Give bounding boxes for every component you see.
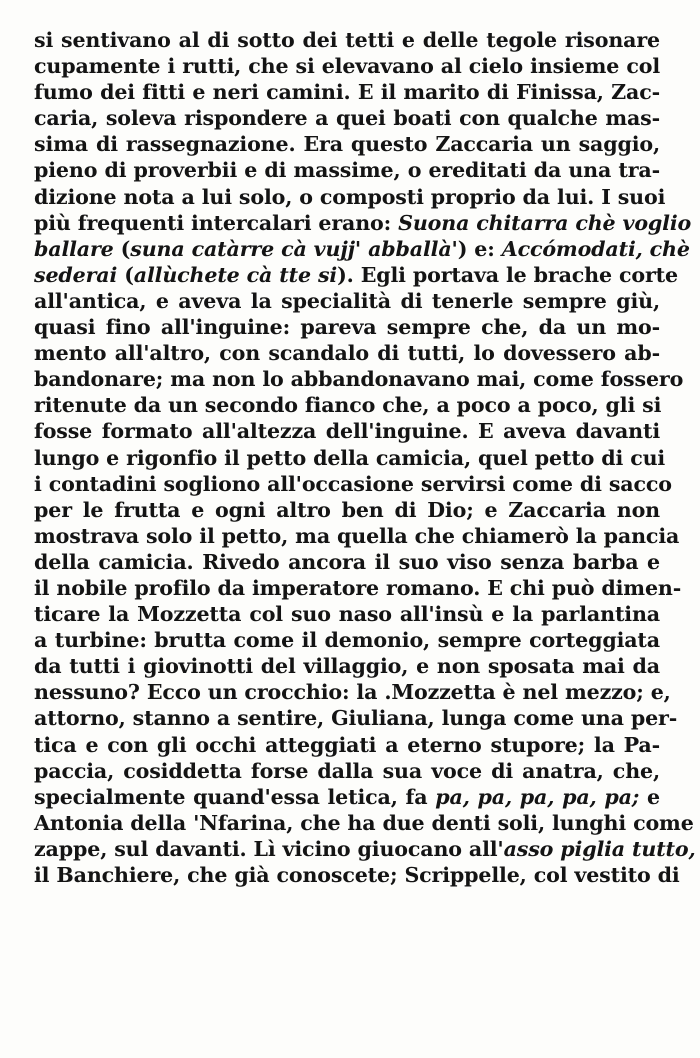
italic-phrase: suna catàrre cà vujj' abballà'	[130, 236, 458, 261]
text-line	[34, 79, 660, 105]
text-line	[34, 784, 660, 810]
text-line	[34, 523, 680, 549]
text-run: nessuno? Ecco un crocchio: la .Mozzetta è nel mezzo; e,	[34, 680, 671, 705]
text-line	[34, 575, 682, 601]
text-run: da tutti i giovinotti del villaggio, e non sposata mai da	[34, 654, 660, 679]
text-run: cupamente i rutti, che si elevavano al cielo insieme col	[34, 54, 660, 79]
text-line	[34, 836, 696, 862]
text-line	[34, 627, 660, 653]
text-line	[34, 210, 692, 236]
text-line	[34, 340, 660, 366]
text-run: Antonia della 'Nfarina, che ha due denti soli, lunghi come	[34, 810, 694, 835]
text-line	[34, 27, 660, 53]
text-line	[34, 862, 680, 888]
italic-phrase: ballare	[34, 236, 114, 261]
text-line	[34, 497, 660, 523]
text-line	[34, 549, 660, 575]
text-run: il nobile profilo da imperatore romano. E chi può dimen-	[34, 575, 682, 600]
text-run: più frequenti intercalari erano:	[34, 210, 399, 235]
text-run: pieno di proverbii e di massime, o ereditati da una tra-	[34, 158, 660, 183]
italic-phrase: sederai	[34, 262, 118, 287]
text-line	[34, 810, 694, 836]
text-run: (	[113, 236, 131, 261]
italic-phrase: pa, pa, pa, pa, pa;	[435, 784, 640, 809]
text-line	[34, 758, 660, 784]
body-text	[34, 27, 696, 888]
text-line	[34, 445, 666, 471]
text-line	[34, 471, 672, 497]
text-line	[34, 157, 660, 183]
text-run: lungo e rigonfio il petto della camicia, quel petto di cui	[34, 445, 666, 470]
text-run: attorno, stanno a sentire, Giuliana, lunga come una per-	[34, 706, 678, 731]
text-run: (	[117, 262, 134, 287]
text-line	[34, 705, 678, 731]
text-line	[34, 314, 660, 340]
text-run: si sentivano al di sotto dei tetti e delle tegole risonare	[34, 28, 660, 52]
text-run: mento all'altro, con scandalo di tutti, lo dovessero ab-	[34, 341, 660, 366]
text-line	[34, 418, 660, 444]
text-run: i contadini sogliono all'occasione servirsi come di sacco	[34, 471, 672, 496]
text-run: a turbine: brutta come il demonio, sempre corteggiata	[34, 628, 660, 653]
text-line	[34, 366, 684, 392]
text-line	[34, 732, 660, 758]
text-run: e	[639, 784, 661, 809]
text-run: della camicia. Rivedo ancora il suo viso senza barba e	[34, 549, 660, 574]
text-run: ticare la Mozzetta col suo naso all'insù e la parlantina	[34, 602, 660, 627]
text-run: paccia, cosiddetta forse dalla sua voce di anatra, che,	[34, 758, 660, 783]
text-run: all'antica, e aveva la specialità di tenerle sempre giù,	[34, 288, 660, 313]
text-run: ) e:	[457, 236, 502, 261]
text-line	[34, 53, 660, 79]
text-line	[34, 262, 678, 288]
italic-phrase: allùchete cà tte si	[133, 262, 338, 287]
text-run: tica e con gli occhi atteggiati a eterno stupore; la Pa-	[34, 732, 660, 757]
text-run: dizione nota a lui solo, o composti proprio da lui. I suoi	[34, 184, 666, 209]
text-line	[34, 184, 666, 210]
text-line	[34, 653, 660, 679]
text-line	[34, 236, 690, 262]
italic-phrase: asso piglia tutto,	[503, 836, 696, 861]
text-run: sima di rassegnazione. Era questo Zaccaria un saggio,	[34, 132, 660, 157]
text-run: caria, soleva rispondere a quei boati con qualche mas-	[34, 106, 660, 131]
text-run: zappe, sul davanti. Lì vicino giuocano all'	[34, 836, 504, 861]
text-run: fosse formato all'altezza dell'inguine. E aveva davanti	[34, 419, 660, 444]
text-run: bandonare; ma non lo abbandonavano mai, come fossero	[34, 367, 684, 392]
italic-phrase: Accómodati, chè	[501, 236, 690, 261]
text-run: il Banchiere, che già conoscete; Scrippelle, col vestito di	[34, 863, 680, 887]
text-run: ). Egli portava le brache corte	[337, 262, 678, 287]
text-line	[34, 392, 660, 418]
text-line	[34, 288, 660, 314]
italic-phrase: Suona chitarra chè voglio	[398, 210, 692, 235]
text-run: mostrava solo il petto, ma quella che chiamerò la pancia	[34, 523, 680, 548]
text-line	[34, 679, 671, 705]
text-line	[34, 105, 660, 131]
text-run: specialmente quand'essa letica, fa	[34, 784, 436, 809]
text-run: ritenute da un secondo fianco che, a poco a poco, gli si	[34, 393, 662, 418]
text-run: quasi fino all'inguine: pareva sempre che, da un mo-	[34, 315, 660, 340]
text-line	[34, 601, 660, 627]
text-line	[34, 131, 660, 157]
text-run: per le frutta e ogni altro ben di Dio; e Zaccaria non	[34, 497, 660, 522]
text-run: fumo dei fitti e neri camini. E il marito di Finissa, Zac-	[34, 80, 660, 105]
